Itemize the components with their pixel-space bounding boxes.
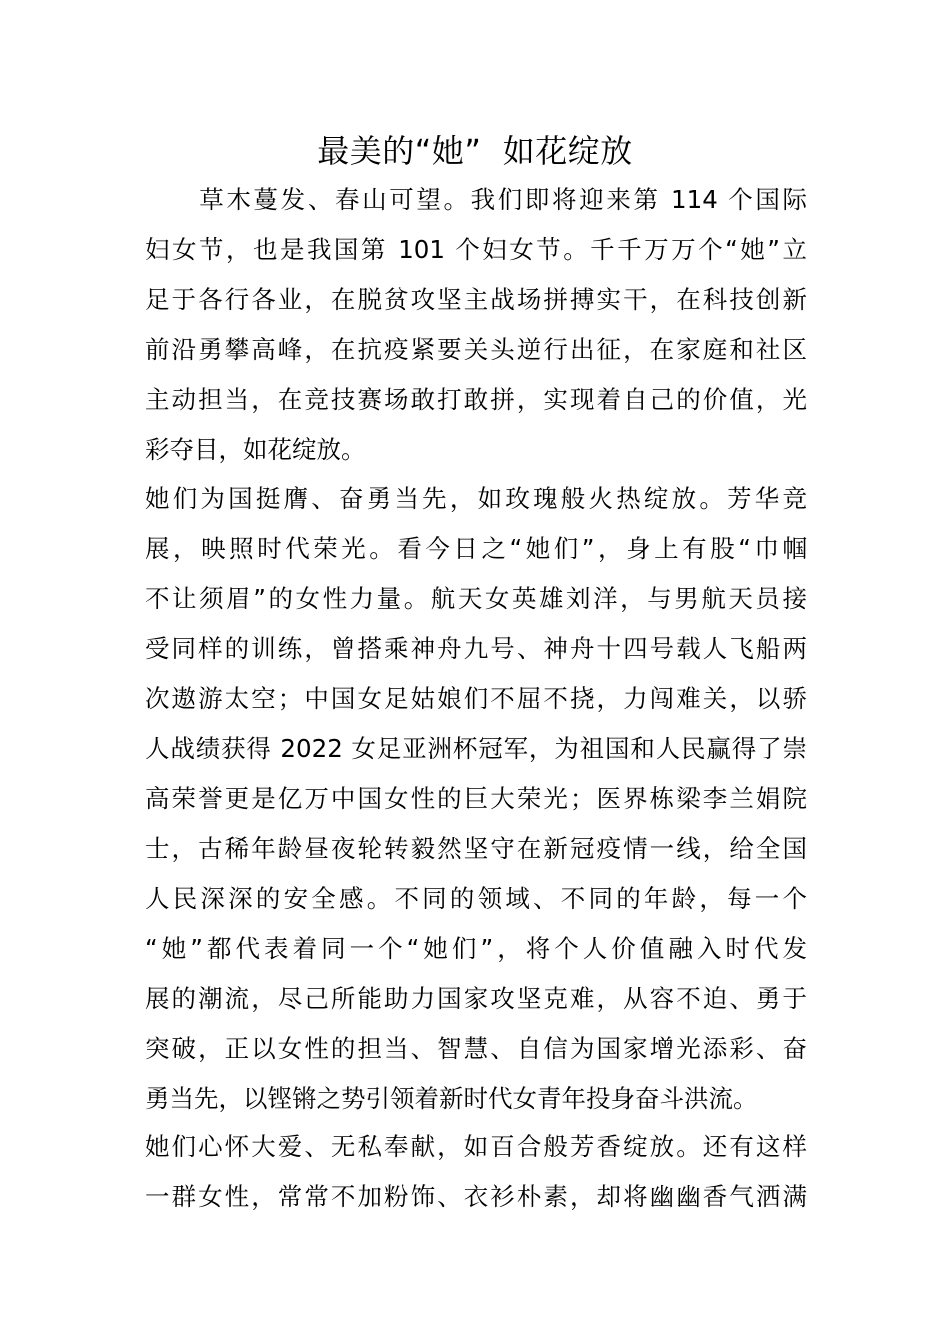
body-line: 受同样的训练，曾搭乘神舟九号、神舟十四号载人飞船两 — [145, 634, 807, 663]
body-line: 不让须眉”的女性力量。航天女英雄刘洋，与男航天员接 — [145, 584, 807, 613]
body-line: 高荣誉更是亿万中国女性的巨大荣光；医界栋梁李兰娟院 — [145, 784, 807, 813]
body-line: 士，古稀年龄昼夜轮转毅然坚守在新冠疫情一线，给全国 — [145, 834, 807, 863]
body-line: 展的潮流，尽己所能助力国家攻坚克难，从容不迫、勇于 — [145, 984, 807, 1013]
body-line: 妇女节，也是我国第 101 个妇女节。千千万万个“她”立 — [145, 235, 807, 264]
body-line: 人民深深的安全感。不同的领域、不同的年龄，每一个 — [145, 884, 807, 913]
body-line: 一群女性，常常不加粉饰、衣衫朴素，却将幽幽香气洒满 — [145, 1182, 807, 1211]
body-line: 她们心怀大爱、无私奉献，如百合般芳香绽放。还有这样 — [145, 1132, 807, 1161]
body-line: 突破，正以女性的担当、智慧、自信为国家增光添彩、奋 — [145, 1034, 807, 1063]
body-line: 展，映照时代荣光。看今日之“她们”，身上有股“巾帼 — [145, 534, 807, 563]
body-line: “她”都代表着同一个“她们”，将个人价值融入时代发 — [145, 934, 807, 963]
body-line: 足于各行各业，在脱贫攻坚主战场拼搏实干，在科技创新 — [145, 285, 807, 314]
body-line: 草木蔓发、春山可望。我们即将迎来第 114 个国际 — [145, 185, 807, 214]
body-line: 人战绩获得 2022 女足亚洲杯冠军，为祖国和人民赢得了崇 — [145, 734, 807, 763]
body-line: 她们为国挺膺、奋勇当先，如玫瑰般火热绽放。芳华竞 — [145, 484, 807, 513]
document-title: 最美的“她” 如花绽放 — [317, 132, 633, 170]
body-line: 次遨游太空；中国女足姑娘们不屈不挠，力闯难关，以骄 — [145, 684, 807, 713]
body-line: 彩夺目，如花绽放。 — [145, 435, 366, 464]
body-line: 前沿勇攀高峰，在抗疫紧要关头逆行出征，在家庭和社区 — [145, 335, 807, 364]
body-line: 勇当先，以铿锵之势引领着新时代女青年投身奋斗洪流。 — [145, 1084, 758, 1113]
body-line: 主动担当，在竞技赛场敢打敢拼，实现着自己的价值，光 — [145, 385, 807, 414]
